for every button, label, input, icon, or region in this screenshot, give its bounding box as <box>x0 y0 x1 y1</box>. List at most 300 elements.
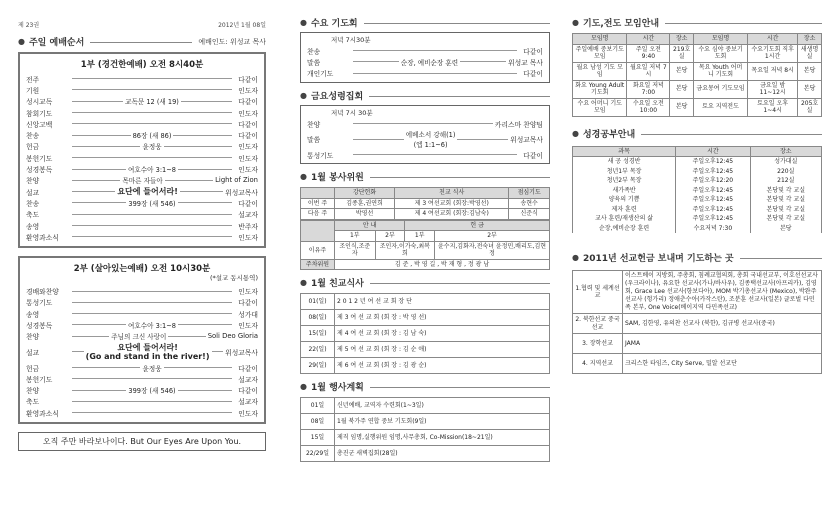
table-cell: 1.협력 및 세계선교 <box>573 271 623 314</box>
table-cell: 본당 <box>798 62 822 80</box>
table-cell: 토요일 오후 1~4시 <box>748 98 798 116</box>
order-item: 설교 <box>26 188 40 197</box>
bible-title: ● 성경공부안내 <box>572 127 822 140</box>
table-cell: 본당 <box>798 80 822 98</box>
bullet-icon: ● <box>18 37 25 46</box>
order-item: 송영 <box>26 310 40 319</box>
fellowship-table <box>300 293 550 374</box>
order-item: 성시교독 <box>26 98 53 107</box>
bullet-icon: ● <box>300 172 307 182</box>
table-cell: 주일오후12:45 <box>676 167 750 177</box>
table-cell: 시간 <box>627 34 670 45</box>
order-row <box>26 297 258 308</box>
divider <box>370 283 550 284</box>
service2-box <box>18 256 266 424</box>
order-person: 성가대 <box>238 310 258 319</box>
service2-title: 2부 (살아있는예배) 오전 10시30분 <box>73 264 211 275</box>
service1-title: 1부 (경건한예배) 오전 8시40분 <box>80 60 204 70</box>
divider <box>641 134 822 135</box>
table-cell: 금요몽여 기도모임 <box>694 80 748 98</box>
order-item: 통성기도 <box>26 299 53 308</box>
order-row <box>307 129 543 149</box>
table-cell: 01(일) <box>301 294 335 310</box>
order-content <box>70 378 234 379</box>
table-cell: 화요 Young Adult 기도회 <box>573 80 627 98</box>
table-cell: 월요일 저녁 7시 <box>627 62 670 80</box>
order-item: 찬양 <box>307 120 321 129</box>
table-row <box>573 98 822 116</box>
table-row <box>573 271 822 314</box>
table-cell: 주일 오전 9:40 <box>627 44 670 62</box>
divider <box>370 177 550 178</box>
order-row <box>26 186 258 197</box>
order-item: 개인기도 <box>307 70 334 79</box>
order-content <box>70 225 234 226</box>
table-cell: 212실 <box>750 176 821 186</box>
order-content <box>70 141 234 151</box>
order-item: 찬송 <box>26 199 40 208</box>
table-cell: 주일오후12:45 <box>676 186 750 196</box>
order-row <box>26 107 258 118</box>
order-row <box>26 118 258 129</box>
volunteers-table-2: 안 내 헌 금 1부 2부 1부 2부 이유주 조인식,조준자 조인자,이가숙,최복희 윤수지,김화자,전숙녀 윤정민,배리도,김현정 주차위원 김 준 , 박 영 길 , 박 재 형 , 정 광 남 <box>300 220 550 271</box>
table-row <box>301 310 550 326</box>
table-cell: JAMA <box>623 334 822 354</box>
order-item: 성경봉독 <box>26 166 53 175</box>
order-detail: 여호수아 3:1~8 <box>128 166 176 175</box>
table-cell: 1월 북가주 연합 중보 기도회(9일) <box>335 414 550 430</box>
wednesday-title: ● 수요 기도회 <box>300 16 550 29</box>
order-item: 송영 <box>26 222 40 231</box>
table-row <box>573 176 822 186</box>
order-detail-line: 에베소서 강해(1) <box>405 131 456 140</box>
order-content <box>351 154 519 155</box>
table-row <box>573 195 822 205</box>
table-cell: 모임명 <box>573 34 627 45</box>
order-item: 전주 <box>26 75 40 84</box>
order-item: 성경봉독 <box>26 321 53 330</box>
table-cell: 22/29일 <box>301 446 335 462</box>
table-cell: SAM, 김한영, 유의찬 선교사 (북한), 김규병 선교사(중국) <box>623 314 822 334</box>
order-person: 인도자 <box>238 109 258 118</box>
order-person: 위성교목사 <box>225 188 258 197</box>
table-row <box>573 205 822 215</box>
column-info <box>572 0 822 507</box>
table-cell: 219호실 <box>670 44 694 62</box>
order-person: 인도자 <box>238 166 258 175</box>
table-cell: 4. 지역선교 <box>573 354 623 374</box>
order-row <box>26 96 258 107</box>
service2-order <box>26 285 258 418</box>
order-item: 통성기도 <box>307 151 334 160</box>
table-cell: 본당 <box>670 80 694 98</box>
order-row <box>26 331 258 342</box>
table-cell: 29(일) <box>301 358 335 374</box>
table-cell: 모임명 <box>694 34 748 45</box>
order-row <box>26 209 258 220</box>
wednesday-box <box>300 32 550 83</box>
order-row <box>26 197 258 208</box>
issue-number: 제 23권 <box>18 22 40 29</box>
table-cell: 새 공 성경반 <box>573 157 676 167</box>
table-cell: 본당 <box>670 62 694 80</box>
table-cell: 01일 <box>301 398 335 414</box>
order-item: 찬양 <box>26 333 40 342</box>
order-person: 카리스마 찬양팀 <box>494 120 543 129</box>
order-content <box>351 123 495 124</box>
table-cell: 220실 <box>750 167 821 177</box>
table-cell: 새가족반 <box>573 186 676 196</box>
table-cell: 제 3 여 선 교 회 (회 장 : 박 영 선) <box>335 310 550 326</box>
order-content <box>70 96 234 106</box>
order-item: 신앙고백 <box>26 120 53 129</box>
column-meetings <box>300 0 550 507</box>
order-row <box>307 45 543 56</box>
table-cell: 본당및 각 교실 <box>750 186 821 196</box>
order-detail: 순장, 예비순장 훈련 <box>400 58 459 67</box>
table-cell: 청년2부 목장 <box>573 176 676 186</box>
order-person: 다같이 <box>238 98 258 107</box>
order-item: 축도 <box>26 398 40 407</box>
order-row <box>26 231 258 242</box>
table-cell: 시간 <box>676 146 750 157</box>
order-person: 인도자 <box>238 86 258 95</box>
bullet-icon: ● <box>300 90 307 100</box>
divider <box>369 96 550 97</box>
order-content <box>70 291 234 292</box>
table-cell: 본당및 각 교실 <box>750 205 821 215</box>
table-cell: 본당 <box>670 98 694 116</box>
order-person: 설교자 <box>238 211 258 220</box>
order-detail <box>86 343 210 361</box>
order-row <box>26 362 258 373</box>
service2-note: (*설교 동시통역) <box>209 274 258 283</box>
table-row <box>573 334 822 354</box>
order-person: 다같이 <box>238 75 258 84</box>
table-cell: 주일오후12:45 <box>676 214 750 224</box>
table-cell: 신년예배, 교역자 수련회(1~3일) <box>335 398 550 414</box>
order-person: 위성교 목사 <box>508 58 543 67</box>
volunteers-title: ● 1월 봉사위원 <box>300 170 550 183</box>
table-cell: 주일오후12:45 <box>676 205 750 215</box>
order-row <box>307 68 543 79</box>
order-content <box>70 89 234 90</box>
motto-banner: 오직 주만 바라보나이다. But Our Eyes Are Upon You. <box>18 432 266 451</box>
table-row <box>301 342 550 358</box>
table-cell: 15(일) <box>301 326 335 342</box>
order-person: 다같이 <box>238 299 258 308</box>
order-detail: 399장 (새 546) <box>128 199 176 208</box>
order-person: 다같이 <box>238 132 258 141</box>
table-row <box>301 446 550 462</box>
table-cell: 제자 훈련 <box>573 205 676 215</box>
order-detail: 윤정웅 <box>142 364 162 373</box>
order-item: 기원 <box>26 86 40 95</box>
order-content <box>70 130 234 140</box>
order-item: 환영과소식 <box>26 233 59 242</box>
table-row <box>301 430 550 446</box>
order-row <box>307 56 543 67</box>
order-content <box>351 57 508 67</box>
order-row <box>26 175 258 186</box>
order-person: 인도자 <box>238 143 258 152</box>
table-row <box>301 358 550 374</box>
table-cell: 이스트베이 지방회, 주총회, 침례교협의회, 총회 국내선교부, 이호선선교사 (우크라이나), 유요한 선교사(가나/바사우), 김종택선교사(아프리카), 김영회, Grace Lee 선교사(항보다아), MOM 박기총선교사 (Mexico), 박완주선교사 (헝가리) 정애춘수아(카작스탄), 조분훈 선교사(일본) 글로벌 다민족 본부, One Voice(베이지역 다민족선교) <box>623 271 822 314</box>
meetings-title: ● 기도,전도 모임안내 <box>572 16 822 29</box>
order-content <box>70 214 234 215</box>
table-cell: 장소 <box>798 34 822 45</box>
table-cell: 본당및 각 교실 <box>750 195 821 205</box>
table-cell: 제직 임명,실행위원 임명,사무총회, Co-Mission(18~21일) <box>335 430 550 446</box>
order-content <box>70 343 225 361</box>
table-cell: 주일예배 중보기도모임 <box>573 44 627 62</box>
bullet-icon: ● <box>300 278 307 288</box>
table-cell: 금요일 밤 11~12시 <box>748 80 798 98</box>
order-person: 인도자 <box>238 409 258 418</box>
order-content <box>351 73 519 74</box>
order-item: 경배와찬양 <box>26 288 59 297</box>
sunday-section-title: ● 주일 예배순서 예배인도: 위성교 목사 <box>18 37 266 48</box>
table-cell: 순장,예비순장 훈련 <box>573 224 676 234</box>
order-row <box>26 396 258 407</box>
table-cell: 수요 어머니 기도 모임 <box>573 98 627 116</box>
table-cell: 시간 <box>748 34 798 45</box>
order-item: 참회기도 <box>26 109 53 118</box>
table-cell: 08(일) <box>301 310 335 326</box>
friday-time: 저녁 7시 30분 <box>331 108 373 117</box>
order-item: 찬송 <box>307 47 321 56</box>
order-detail-line: 요단에 들어서라! <box>117 342 178 352</box>
table-row <box>301 398 550 414</box>
table-row <box>573 62 822 80</box>
table-cell: 3. 장학선교 <box>573 334 623 354</box>
order-row <box>26 373 258 384</box>
table-cell: 청년1부 목장 <box>573 167 676 177</box>
order-row <box>26 308 258 319</box>
order-row <box>26 319 258 330</box>
table-cell: 목요일 저녁 8시 <box>748 62 798 80</box>
table-cell: 토요 지역전도 <box>694 98 748 116</box>
order-content <box>70 157 234 158</box>
table-cell: 2. 북한선교 중국선교 <box>573 314 623 334</box>
order-content <box>70 363 234 373</box>
fellowship-title: ● 1월 친교식사 <box>300 276 550 289</box>
events-table <box>300 397 550 462</box>
order-content <box>351 129 510 149</box>
order-item: 헌금 <box>26 143 40 152</box>
order-person: 반주자 <box>238 222 258 231</box>
order-content <box>70 385 234 395</box>
order-person: 다같이 <box>238 364 258 373</box>
bullet-icon: ● <box>572 253 579 262</box>
table-row <box>573 186 822 196</box>
table-row <box>573 224 822 234</box>
meetings-table <box>572 33 822 117</box>
divider <box>90 42 192 43</box>
order-detail: 주님의 크신 사랑이 <box>111 333 167 342</box>
table-cell: 수요기도회 직후 1시간 <box>748 44 798 62</box>
table-cell: 주일오후12:45 <box>676 157 750 167</box>
order-content <box>70 331 208 341</box>
order-person: 위성교목사 <box>225 348 258 357</box>
order-person: 다같이 <box>523 47 543 56</box>
order-content <box>70 302 234 303</box>
order-item: 찬양 <box>26 387 40 396</box>
table-cell: 양육의 기쁨 <box>573 195 676 205</box>
table-cell: 크리스한 타임즈, City Serve, 밀알 선교단 <box>623 354 822 374</box>
order-row <box>26 152 258 163</box>
table-cell: 장소 <box>670 34 694 45</box>
order-row <box>26 129 258 140</box>
order-item: 봉헌기도 <box>26 154 53 163</box>
table-cell: 주일오후12:45 <box>676 195 750 205</box>
order-content <box>70 313 234 314</box>
order-person: 인도자 <box>238 321 258 330</box>
order-person: 다같이 <box>523 151 543 160</box>
table-cell: 주일오후12:20 <box>676 176 750 186</box>
order-item: 찬양 <box>26 177 40 186</box>
column-worship <box>18 0 266 507</box>
order-row <box>26 141 258 152</box>
order-row <box>26 220 258 231</box>
order-person: 다같이 <box>238 120 258 129</box>
table-row <box>301 294 550 310</box>
table-cell: 목요 Youth 어머니 기도회 <box>694 62 748 80</box>
issue-date: 2012년 1월 08일 <box>218 22 266 29</box>
order-content <box>70 175 215 185</box>
bullet-icon: ● <box>300 18 307 27</box>
table-cell: 수요 심야 중보기도회 <box>694 44 748 62</box>
order-row <box>26 73 258 84</box>
order-row <box>307 118 543 129</box>
volunteers-table: 강단헌화 친교 식사 점심기도 이번 주 김종훈,권연희 제 3 여선교회 (회장:박영선) 송현수 다음 주 박영선 제 4 여선교회 (회장:김남숙) 신준식 <box>300 187 550 220</box>
table-row <box>573 157 822 167</box>
table-row <box>301 326 550 342</box>
order-person: Light of Zion <box>215 176 258 185</box>
bible-table <box>572 146 822 234</box>
table-cell: 화요일 저녁7:00 <box>627 80 670 98</box>
service1-box <box>18 52 266 248</box>
order-detail-line: (Go and stand in the river!) <box>85 351 210 361</box>
order-person: 다같이 <box>238 199 258 208</box>
table-cell: 15일 <box>301 430 335 446</box>
table-cell: 수요저녁 7:30 <box>676 224 750 234</box>
order-person: 인도자 <box>238 288 258 297</box>
table-row <box>573 354 822 374</box>
order-content <box>70 401 234 402</box>
order-item: 말씀 <box>307 58 321 67</box>
table-row <box>301 414 550 430</box>
wednesday-time: 저녁 7시30분 <box>331 36 371 44</box>
table-cell: 수요일 오전 10:00 <box>627 98 670 116</box>
order-detail: 86장 (새 86) <box>132 132 172 141</box>
order-person: 설교자 <box>238 398 258 407</box>
order-item: 설교 <box>26 348 40 357</box>
order-row <box>26 84 258 95</box>
table-cell: 장소 <box>750 146 821 157</box>
table-row <box>573 314 822 334</box>
table-cell: 성가대실 <box>750 157 821 167</box>
service1-order <box>26 73 258 242</box>
friday-box <box>300 105 550 165</box>
table-cell: 제 5 여 선 교 회 (회 장 : 김 순 애) <box>335 342 550 358</box>
table-cell: 제 4 여 선 교 회 (회 장 : 김 남 숙) <box>335 326 550 342</box>
order-item: 봉헌기도 <box>26 375 53 384</box>
missions-title: ● 2011년 선교헌금 보내며 기도하는 곳 <box>572 251 822 264</box>
order-item: 찬송 <box>26 132 40 141</box>
order-detail: 교독문 12 (새 19) <box>125 98 179 107</box>
worship-leader: 예배인도: 위성교 목사 <box>198 37 266 46</box>
order-row <box>26 407 258 418</box>
table-cell: 과목 <box>573 146 676 157</box>
table-row <box>573 80 822 98</box>
bullet-icon: ● <box>572 128 579 138</box>
order-detail: 요단에 들어서라! <box>117 187 178 197</box>
order-person: 위성교목사 <box>510 136 543 145</box>
divider <box>364 23 550 24</box>
order-content <box>70 320 234 330</box>
order-row <box>26 342 258 362</box>
order-detail <box>406 129 456 149</box>
order-detail: 399장 (새 546) <box>128 387 176 396</box>
order-person: 다같이 <box>523 70 543 79</box>
order-content <box>70 412 234 413</box>
order-detail: 여호수아 3:1~8 <box>128 321 176 330</box>
order-content <box>70 164 234 174</box>
order-detail: 목마른 자들아 <box>122 177 163 186</box>
order-item: 축도 <box>26 211 40 220</box>
order-detail-line: (엡 1:1~6) <box>413 141 448 150</box>
events-title: ● 1월 행사계획 <box>300 380 550 393</box>
bullet-icon: ● <box>572 18 579 27</box>
order-row <box>26 285 258 296</box>
order-row <box>26 163 258 174</box>
order-content <box>70 78 234 79</box>
order-person: 설교자 <box>238 375 258 384</box>
order-person: 인도자 <box>238 233 258 242</box>
friday-title: ● 금요성령집회 <box>300 89 550 102</box>
order-row <box>26 385 258 396</box>
table-cell: 205호실 <box>798 98 822 116</box>
table-cell: 교사 훈련/재생산의 삶 <box>573 214 676 224</box>
table-row <box>573 167 822 177</box>
table-row <box>573 44 822 62</box>
order-content <box>351 50 519 51</box>
page-header <box>18 20 266 29</box>
bullet-icon: ● <box>300 382 307 392</box>
order-person: 다같이 <box>238 387 258 396</box>
table-cell: 08일 <box>301 414 335 430</box>
order-content <box>70 187 225 196</box>
table-cell: 본당및 각 교실 <box>750 214 821 224</box>
order-content <box>70 198 234 208</box>
table-cell: 제 6 여 선 교 회 (회 장 : 김 광 순) <box>335 358 550 374</box>
order-item: 말씀 <box>307 136 321 145</box>
table-cell: 월요 남성 기도 모임 <box>573 62 627 80</box>
divider <box>370 387 550 388</box>
order-content <box>70 236 234 237</box>
order-row <box>307 149 543 160</box>
order-item: 환영과소식 <box>26 409 59 418</box>
table-cell: 2 0 1 2 년 여 선 교 회 장 단 <box>335 294 550 310</box>
order-content <box>70 123 234 124</box>
table-row <box>573 214 822 224</box>
divider <box>740 258 822 259</box>
order-content <box>70 112 234 113</box>
order-detail: 윤정웅 <box>142 143 162 152</box>
divider <box>665 23 822 24</box>
table-cell: 새생명실 <box>798 44 822 62</box>
